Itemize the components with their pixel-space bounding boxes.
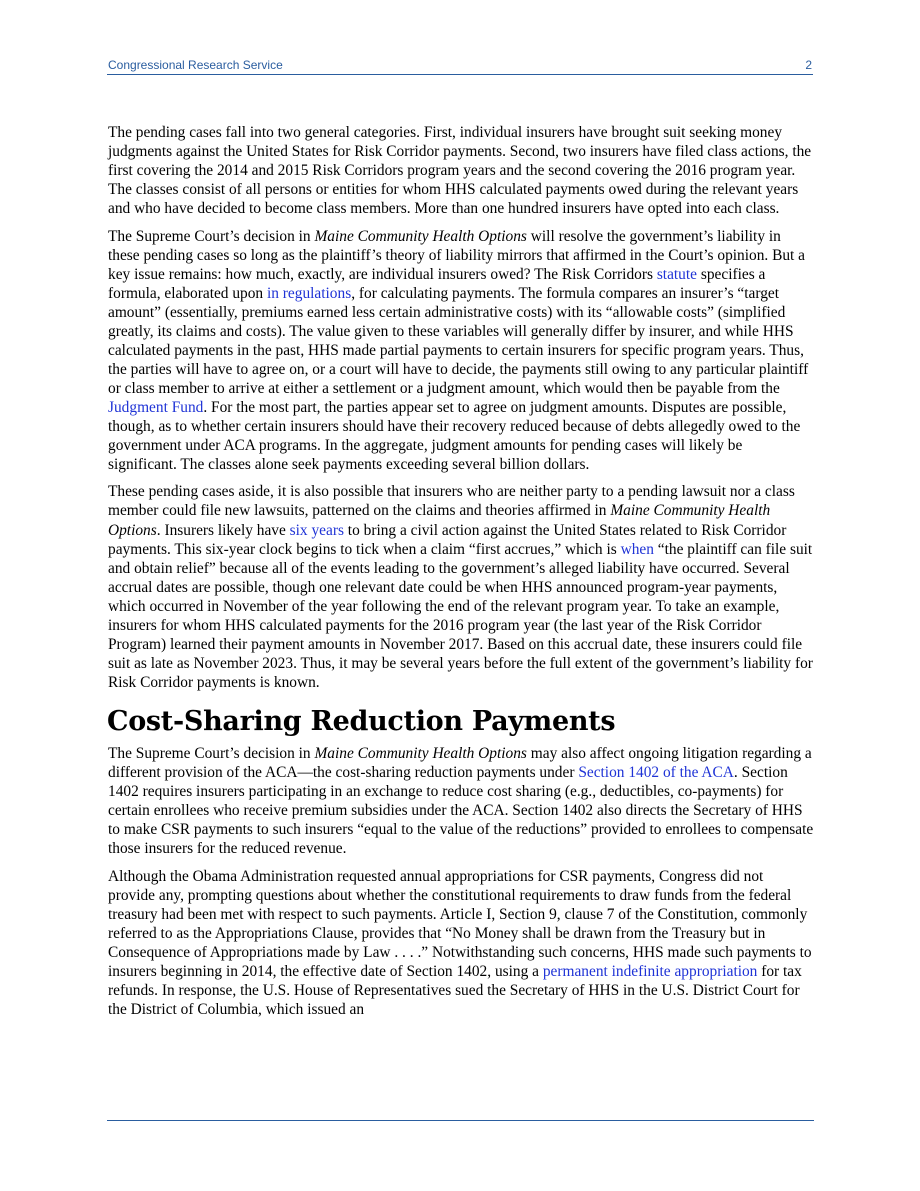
page-header: [107, 57, 813, 75]
permanent-appropriation-link[interactable]: permanent indefinite appropriation: [542, 962, 758, 980]
case-name: Maine Community Health Options: [314, 227, 527, 245]
case-name: Maine Community Health Options: [108, 502, 771, 539]
when-link[interactable]: when: [620, 540, 654, 558]
paragraph-pending-cases: The pending cases fall into two general categories. First, individual insurers have brought suit seeking money judgments against the United States for Risk Corridor payments. Second, two insurers have filed class actions, the first covering the 2014 and 2015 Risk Corridors program years and the second covering the 2016 program year. The classes consist of all persons or entities for whom HHS calculated payments owed during the relevant years and who have decided to become class members. More than one hundred insurers have opted into each class.: [108, 124, 812, 218]
paragraph-appropriations: Although the Obama Administration requested annual appropriations for CSR payments, Congress did not provide any, prompting questions about whether the constitutional requirements to draw funds from the federal treasury had been met with respect to such payments. Article I, Section 9, clause 7 of the Constitution, commonly referred to as the Appropriations Clause, provides that “No Money shall be drawn from the Treasury but in Consequence of Appropriations made by Law . . . .” Notwithstanding such concerns, HHS made such payments to insurers beginning in 2014, the effective date of Section 1402, using a permanent indefinite appropriation for tax refunds. In response, the U.S. House of Representatives sued the Secretary of HHS in the U.S. District Court for the District of Columbia, which issued an: [108, 867, 812, 1018]
document-body: [108, 123, 814, 1027]
regulations-link[interactable]: in regulations: [266, 284, 352, 302]
header-org-name: Congressional Research Service: [108, 58, 283, 72]
page-number: 2: [805, 58, 812, 72]
paragraph-new-lawsuits: These pending cases aside, it is also possible that insurers who are neither party to a pending lawsuit nor a class member could file new lawsuits, patterned on the claims and theories affirmed in Maine Community Health Options. Insurers likely have six years to bring a civil action against the United States related to Risk Corridor payments. This six-year clock begins to tick when a claim “first accrues,” which is when “the plaintiff can file suit and obtain relief” because all of the events leading to the government’s alleged liability have occurred. Several accrual dates are possible, though one relevant date could be when HHS announced program-year payments, which occurred in November of the year following the end of the relevant program year. To take an example, insurers for whom HHS calculated payments for the 2016 program year (the last year of the Risk Corridor Program) learned their payment amounts in November 2017. Based on this accrual date, these insurers could file suit as late as November 2023. Thus, it may be several years before the full extent of the government’s liability for Risk Corridor payments is known.: [108, 483, 813, 691]
six-years-link[interactable]: six years: [289, 521, 344, 539]
judgment-fund-link[interactable]: Judgment Fund: [108, 398, 204, 416]
paragraph-csr-payments: The Supreme Court’s decision in Maine Community Health Options may also affect ongoing litigation regarding a different provision of the ACA—the cost-sharing reduction payments under Section 1402 of the ACA. Section 1402 requires insurers participating in an exchange to reduce cost sharing (e.g., deductibles, co-payments) for certain enrollees who receive premium subsidies under the ACA. Section 1402 also directs the Secretary of HHS to make CSR payments to such insurers “equal to the value of the reductions” provided to enrollees to compensate those insurers for the reduced revenue.: [108, 744, 814, 858]
section-1402-link[interactable]: Section 1402 of the ACA: [578, 764, 734, 781]
section-heading: Cost-Sharing Reduction Payments: [107, 705, 616, 737]
footer-divider: [107, 1120, 814, 1121]
statute-link[interactable]: statute: [656, 265, 697, 283]
case-name: Maine Community Health Options: [314, 744, 527, 762]
paragraph-supreme-court-decision: The Supreme Court’s decision in Maine Community Health Options will resolve the government’s liability in these pending cases so long as the plaintiff’s theory of liability mirrors that affirmed in the Court’s opinion. But a key issue remains: how much, exactly, are individual insurers owed? The Risk Corridors statute specifies a formula, elaborated upon in regulations, for calculating payments. The formula compares an insurer’s “target amount” (essentially, premiums earned less certain administrative costs) with its “allowable costs” (simplified greatly, its claims and costs). The value given to these variables will generally differ by insurer, and while HHS calculated payments in the past, HHS made partial payments to certain insurers for specific program years. Thus, the parties will have to agree on, or a court will have to decide, the payments still owing to any particular plaintiff or class member to arrive at either a settlement or a judgment amount, which would then be payable from the Judgment Fund. For the most part, the parties appear set to agree on judgment amounts. Disputes are possible, though, as to whether certain insurers should have their recovery reduced because of debts allegedly owed to the government under ACA programs. In the aggregate, judgment amounts for pending cases will likely be significant. The classes alone seek payments exceeding several billion dollars.: [108, 227, 809, 474]
